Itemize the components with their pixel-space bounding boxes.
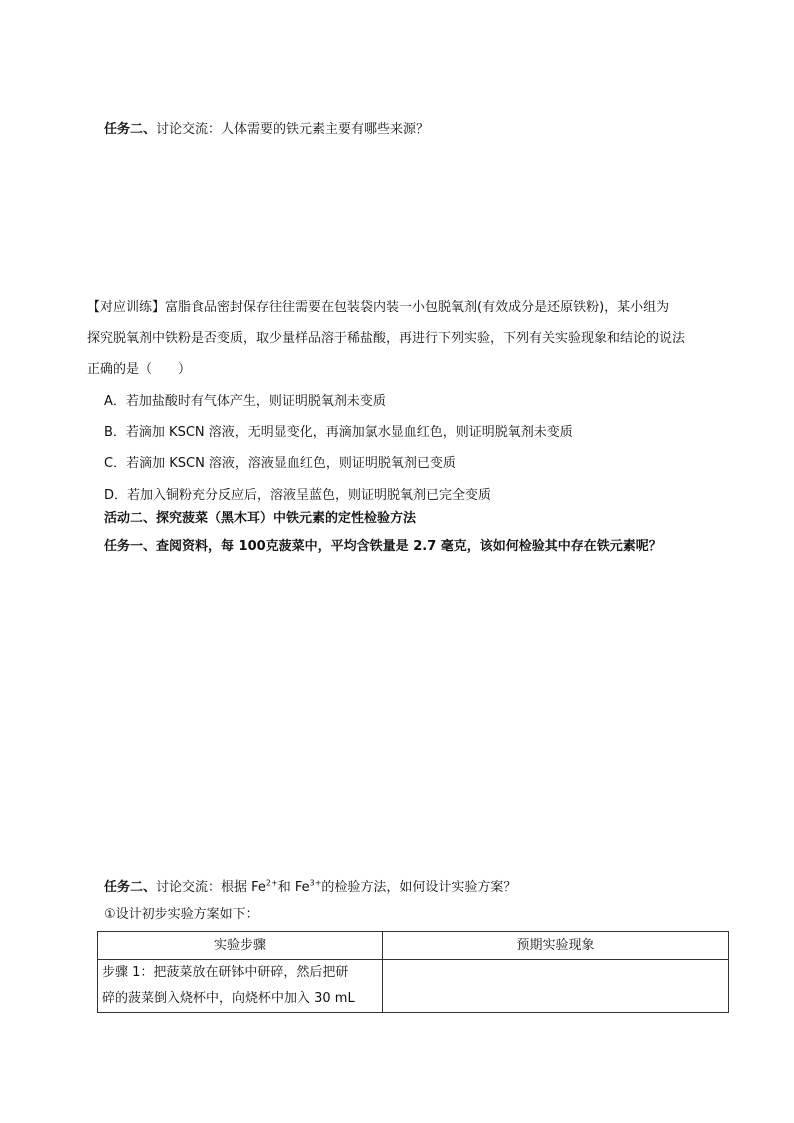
- table-row: [98, 960, 729, 1013]
- task-text-before: 讨论交流：根据 Fe: [156, 880, 266, 895]
- header-phenomenon: 预期实验现象: [383, 932, 729, 960]
- task2-source-question: [104, 121, 429, 139]
- activity2-title: 活动二、探究菠菜（黑木耳）中铁元素的定性检验方法: [104, 511, 417, 526]
- task2-design-question: [104, 879, 516, 897]
- task-text: 查阅资料，每 100克菠菜中，平均含铁量是 2.7 毫克，该如何检验其中存在铁元素呢？: [156, 539, 662, 554]
- phenomenon-cell: [383, 960, 729, 1013]
- fe3-charge: 3+: [309, 878, 322, 888]
- option-a: A．若加盐酸时有气体产生，则证明脱氧剂未变质: [104, 394, 386, 409]
- option-b: B．若滴加 KSCN 溶液，无明显变化，再滴加氯水显血红色，则证明脱氧剂未变质: [104, 425, 573, 440]
- step-intro: ①设计初步实验方案如下：: [104, 907, 259, 922]
- task-label: 任务二、: [104, 122, 157, 137]
- step-line: 步骤 1：把菠菜放在研钵中研碎，然后把研: [102, 965, 349, 980]
- training-text: 富脂食品密封保存往往需要在包装袋内装一小包脱氧剂(有效成分是还原铁粉)，某小组为: [165, 300, 670, 315]
- training-line-3: 正确的是（ ）: [87, 362, 192, 377]
- option-d: D．若加入铜粉充分反应后，溶液呈蓝色，则证明脱氧剂已完全变质: [104, 488, 492, 503]
- header-step: 实验步骤: [98, 932, 383, 960]
- experiment-plan-table: [97, 931, 729, 1013]
- training-tag: 【对应训练】: [87, 300, 166, 315]
- fe2-charge: 2+: [265, 878, 278, 888]
- task-text-after: 的检验方法，如何设计实验方案？: [321, 880, 517, 895]
- training-line-1: [87, 299, 669, 317]
- task1-lookup-question: [104, 538, 662, 556]
- task-label: 任务二、: [104, 880, 157, 895]
- step-cell: [98, 960, 383, 1013]
- step-line: 碎的菠菜倒入烧杯中，向烧杯中加入 30 mL: [102, 991, 355, 1006]
- training-line-2: 探究脱氧剂中铁粉是否变质，取少量样品溶于稀盐酸，再进行下列实验，下列有关实验现象和结论的说法: [87, 331, 686, 346]
- table-header-row: [98, 932, 729, 960]
- task-label: 任务一、: [104, 539, 157, 554]
- task-text-middle: 和 Fe: [277, 880, 310, 895]
- option-c: C．若滴加 KSCN 溶液，溶液显血红色，则证明脱氧剂已变质: [104, 456, 456, 471]
- task-text: 讨论交流：人体需要的铁元素主要有哪些来源？: [156, 122, 430, 137]
